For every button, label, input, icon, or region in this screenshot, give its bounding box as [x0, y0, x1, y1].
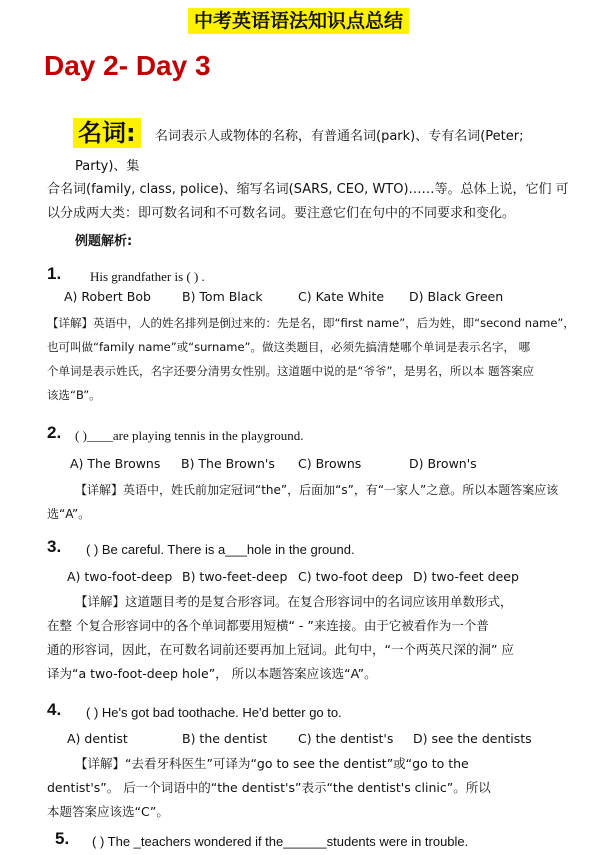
- question-2-option-c: C) Browns: [298, 456, 362, 471]
- question-1-stem: His grandfather is ( ) .: [90, 269, 205, 284]
- question-1-explanation-line-1: 【详解】英语中，人的姓名排列是倒过来的：先是名，即“first name”，后为姓，即“second name”，: [47, 316, 575, 330]
- question-3-number: 3.: [47, 537, 62, 556]
- question-4-explanation-line-3: 本题答案应该选“C”。: [47, 804, 169, 819]
- question-1-explanation-line-2: 也可叫做“family name”或“surname”。做这类题目，必须先搞清楚哪个单词是表示名字， 哪: [47, 340, 531, 354]
- question-4-number: 4.: [47, 700, 62, 719]
- noun-intro-line-2: Party)、集: [75, 159, 140, 174]
- question-2-stem: ( )____are playing tennis in the playground.: [75, 428, 304, 443]
- question-1-option-d: D) Black Green: [409, 289, 504, 304]
- question-4-option-c: C) the dentist's: [298, 731, 394, 746]
- noun-intro-line-4: 以分成两大类：即可数名词和不可数名词。要注意它们在句中的不同要求和变化。: [47, 206, 516, 221]
- question-1-option-a: A) Robert Bob: [64, 289, 151, 304]
- question-3-option-a: A) two-foot-deep: [67, 569, 173, 584]
- question-4-stem: ( ) He's got bad toothache. He'd better go to.: [86, 705, 342, 720]
- question-2-explanation-line-2: 选“A”。: [47, 507, 91, 521]
- document-title: [0, 6, 597, 33]
- question-3-explanation-line-2: 在整 个复合形容词中的各个单词都要用短横“ - ”来连接。由于它被看作为一个普: [47, 618, 489, 633]
- question-3-option-b: B) two-feet-deep: [182, 569, 288, 584]
- question-2-option-d: D) Brown's: [409, 456, 477, 471]
- noun-intro-line-1: 名词表示人或物体的名称，有普通名词(park)、专有名词(Peter;: [155, 129, 524, 144]
- question-2-number: 2.: [47, 423, 62, 442]
- question-3-explanation-line-4: 译为“a two-foot-deep hole”， 所以本题答案应该选“A”。: [47, 666, 377, 681]
- question-4-explanation-line-1: 【详解】“去看牙科医生”可译为“go to see the dentist”或“go to the: [75, 756, 469, 771]
- question-4-option-d: D) see the dentists: [413, 731, 532, 746]
- day-heading: Day 2- Day 3: [44, 50, 211, 81]
- question-4-explanation-line-2: dentist's”。 后一个词语中的“the dentist's”表示“the dentist's clinic”。所以: [47, 780, 491, 795]
- question-2-option-b: B) The Brown's: [181, 456, 275, 471]
- question-1-explanation-line-4: 该选“B”。: [47, 388, 101, 402]
- question-1-explanation-line-3: 个单词是表示姓氏，名字还要分清男女性别。这道题中说的是“爷爷”，是男名，所以本 题答案应: [47, 364, 535, 378]
- question-3-stem: ( ) Be careful. There is a___hole in the ground.: [86, 542, 355, 557]
- question-3-explanation-line-3: 通的形容词，因此，在可数名词前还要再加上冠词。此句中，“一个两英尺深的洞” 应: [47, 642, 514, 657]
- question-1-option-c: C) Kate White: [298, 289, 385, 304]
- examples-heading: 例题解析:: [75, 234, 133, 249]
- noun-section-label: 名词:: [73, 118, 141, 148]
- question-1-option-b: B) Tom Black: [182, 289, 263, 304]
- question-3-option-d: D) two-feet deep: [413, 569, 519, 584]
- question-5-stem: ( ) The _teachers wondered if the______students were in trouble.: [92, 834, 469, 849]
- question-4-option-a: A) dentist: [67, 731, 128, 746]
- question-3-explanation-line-1: 【详解】这道题目考的是复合形容词。在复合形容词中的名词应该用单数形式，: [75, 594, 513, 609]
- noun-intro-line-3: 合名词(family, class, police)、缩写名词(SARS, CEO, WTO)……等。总体上说，它们 可: [47, 182, 569, 197]
- question-3-option-c: C) two-foot deep: [298, 569, 403, 584]
- question-1-number: 1.: [47, 264, 62, 283]
- question-4-option-b: B) the dentist: [182, 731, 268, 746]
- question-5-number: 5.: [55, 829, 70, 848]
- question-2-explanation-line-1: 【详解】英语中，姓氏前加定冠词“the”，后面加“s”，有“一家人”之意。所以本题答案应该: [75, 483, 559, 497]
- document-title-text: 中考英语语法知识点总结: [188, 8, 409, 34]
- question-2-option-a: A) The Browns: [70, 456, 161, 471]
